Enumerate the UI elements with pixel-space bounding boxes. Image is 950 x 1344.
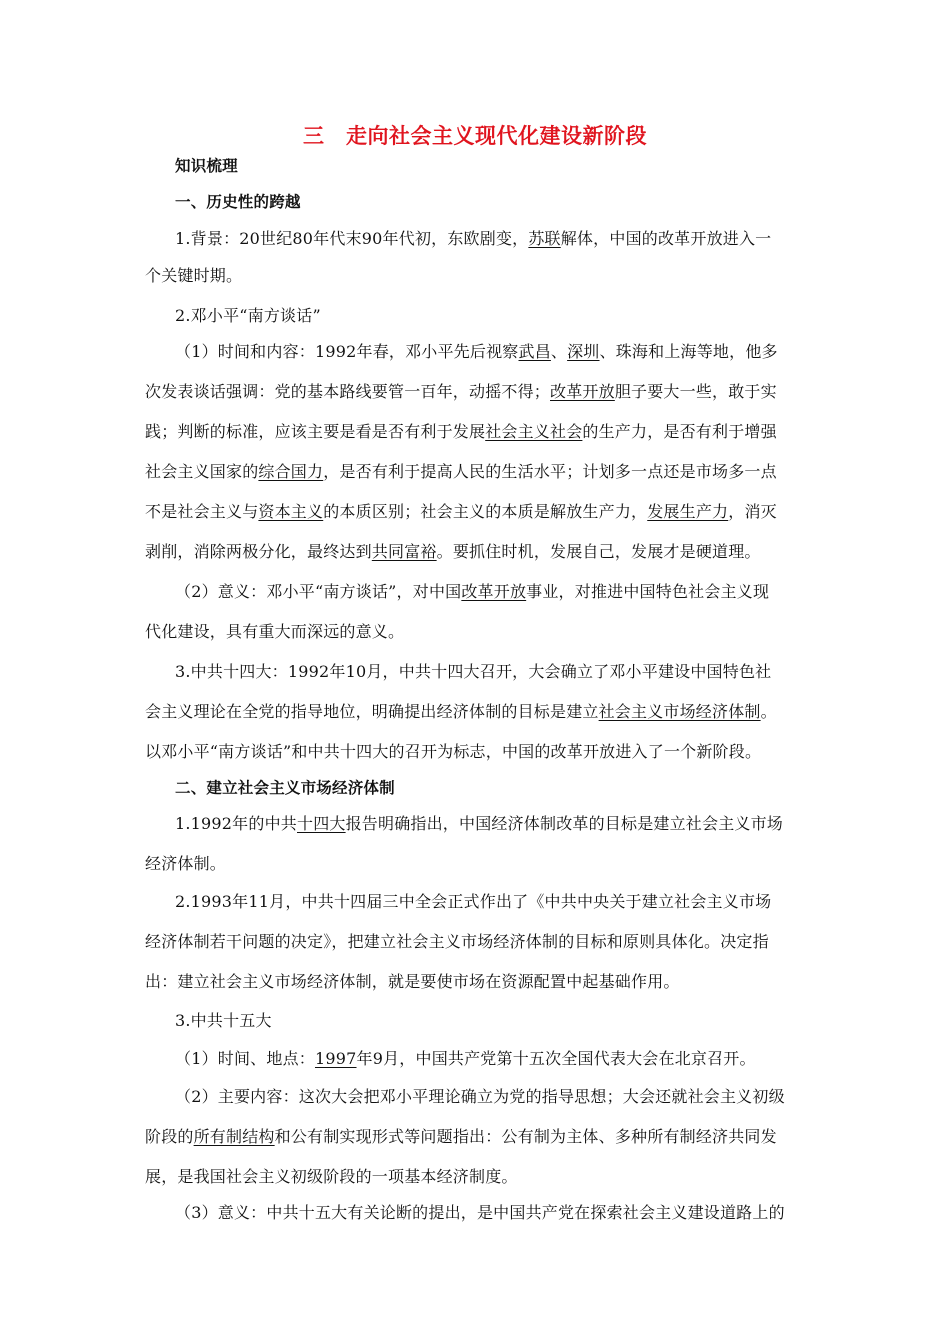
text-segment: 会主义理论在全党的指导地位，明确提出经济体制的目标是建立	[145, 702, 599, 721]
text-segment: 。要抓住时机，发展自己，发展才是硬道理。	[436, 542, 761, 561]
text-segment: 3.中共十四大：1992年10月，中共十四大召开，大会确立了邓小平建设中国特色社	[175, 662, 772, 681]
text-line	[175, 889, 771, 912]
text-segment: ，是否有利于提高人民的生活水平；计划多一点还是市场多一点	[323, 462, 777, 481]
text-segment: （2）主要内容：这次大会把邓小平理论确立为党的指导思想；大会还就社会主义初级	[175, 1087, 785, 1106]
text-segment: 年9月，中国共产党第十五次全国代表大会在北京召开。	[356, 1049, 756, 1068]
text-line	[145, 459, 777, 482]
underlined-keyword: 共同富裕	[371, 542, 437, 561]
underlined-keyword: 深圳	[567, 342, 600, 361]
text-line	[145, 699, 777, 722]
text-segment: 二、建立社会主义市场经济体制	[175, 779, 395, 797]
text-segment: 代化建设，具有重大而深远的意义。	[145, 622, 405, 641]
text-segment: 剥削，消除两极分化，最终达到	[145, 542, 372, 561]
text-segment: （1）时间和内容：1992年春，邓小平先后视察	[175, 342, 519, 361]
text-line	[175, 339, 778, 362]
text-segment: 知识梳理	[175, 157, 238, 175]
text-line	[175, 1008, 272, 1031]
text-line	[145, 619, 404, 642]
text-segment: 。	[760, 702, 777, 721]
text-line	[145, 851, 226, 874]
text-segment: （1）时间、地点：	[175, 1049, 315, 1068]
text-line	[175, 659, 771, 682]
text-segment: 的生产力，是否有利于增强	[582, 422, 777, 441]
text-segment: 社会主义国家的	[145, 462, 259, 481]
text-line	[145, 1124, 777, 1147]
text-segment: 的本质区别；社会主义的本质是解放生产力，	[323, 502, 648, 521]
text-segment: 1.1992年的中共	[175, 814, 297, 833]
text-line	[175, 1046, 756, 1069]
text-line	[145, 263, 242, 286]
underlined-keyword: 十四大	[297, 814, 346, 833]
text-line	[175, 1200, 785, 1223]
text-segment: 解体，中国的改革开放进入一	[560, 229, 772, 248]
text-segment: 经济体制。	[145, 854, 227, 873]
text-line	[175, 579, 769, 602]
text-segment: 和公有制实现形式等问题指出：公有制为主体、多种所有制经济共同发	[274, 1127, 777, 1146]
text-segment: 不是社会主义与	[145, 502, 259, 521]
text-segment: 经济体制若干问题的决定》，把建立社会主义市场经济体制的目标和原则具体化。决定指	[145, 932, 769, 951]
underlined-keyword: 综合国力	[258, 462, 324, 481]
text-segment: 次发表谈话强调：党的基本路线要管一百年，动摇不得；	[145, 382, 551, 401]
text-segment: 事业，对推进中国特色社会主义现	[526, 582, 770, 601]
underlined-keyword: 武昌	[518, 342, 551, 361]
text-line	[145, 539, 761, 562]
section-heading	[175, 776, 395, 798]
text-segment: 出：建立社会主义市场经济体制，就是要使市场在资源配置中起基础作用。	[145, 972, 680, 991]
text-segment: 、珠海和上海等地，他多	[599, 342, 778, 361]
text-line	[175, 303, 321, 326]
text-line	[145, 499, 777, 522]
page-title: 三 走向社会主义现代化建设新阶段	[303, 124, 647, 148]
text-segment: 个关键时期。	[145, 266, 243, 285]
text-segment: 、	[550, 342, 568, 361]
text-line	[145, 419, 777, 442]
text-segment: 展，是我国社会主义初级阶段的一项基本经济制度。	[145, 1167, 518, 1186]
text-segment: 践；判断的标准，应该主要是看是否有利于发展	[145, 422, 486, 441]
text-line	[175, 226, 771, 249]
underlined-keyword: 社会主义社会	[485, 422, 583, 441]
text-segment: 2.1993年11月，中共十四届三中全会正式作出了《中共中央关于建立社会主义市场	[175, 892, 772, 911]
underlined-keyword: 改革开放	[461, 582, 527, 601]
text-segment: 报告明确指出，中国经济体制改革的目标是建立社会主义市场	[345, 814, 784, 833]
underlined-keyword: 发展生产力	[647, 502, 729, 521]
text-segment: 胆子要大一些，敢于实	[614, 382, 777, 401]
section-heading	[175, 154, 238, 176]
text-segment: 阶段的	[145, 1127, 194, 1146]
text-line	[175, 811, 783, 834]
text-segment: 1.背景：20世纪80年代末90年代初，东欧剧变，	[175, 229, 529, 248]
text-segment: 以邓小平“南方谈话”和中共十四大的召开为标志，中国的改革开放进入了一个新阶段。	[145, 742, 762, 761]
underlined-keyword: 苏联	[528, 229, 561, 248]
text-line	[145, 969, 680, 992]
text-line	[145, 379, 777, 402]
text-segment: 2.邓小平“南方谈话”	[175, 306, 321, 325]
underlined-keyword: 社会主义市场经济体制	[598, 702, 761, 721]
text-line	[145, 1164, 518, 1187]
section-heading	[175, 190, 301, 212]
text-segment: 3.中共十五大	[175, 1011, 272, 1030]
underlined-keyword: 改革开放	[550, 382, 615, 401]
text-line	[145, 929, 769, 952]
text-segment: （3）意义：中共十五大有关论断的提出，是中国共产党在探索社会主义建设道路上的	[175, 1203, 785, 1222]
text-segment: （2）意义：邓小平“南方谈话”，对中国	[175, 582, 462, 601]
underlined-keyword: 1997	[314, 1049, 357, 1068]
underlined-keyword: 所有制结构	[193, 1127, 275, 1146]
underlined-keyword: 资本主义	[258, 502, 324, 521]
text-line	[145, 739, 761, 762]
text-line	[175, 1084, 785, 1107]
text-segment: 一、历史性的跨越	[175, 193, 301, 211]
text-segment: ，消灭	[728, 502, 777, 521]
